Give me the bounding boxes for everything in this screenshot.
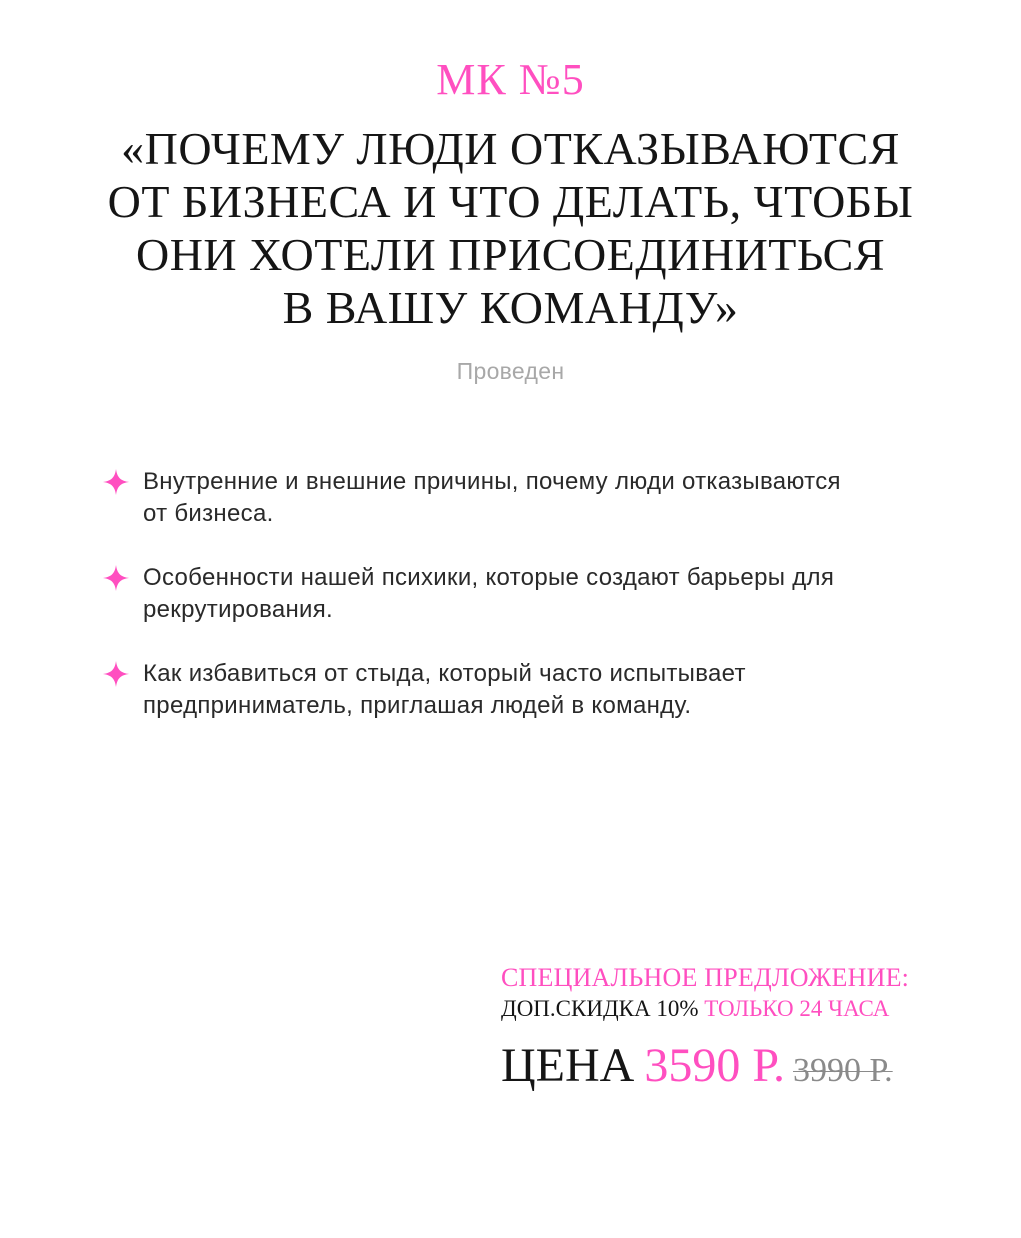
sparkle-icon (102, 660, 130, 688)
topics-list (102, 466, 862, 754)
course-number: МК №5 (436, 55, 585, 104)
course-title-line: ОНИ ХОТЕЛИ ПРИСОЕДИНИТЬСЯ (135, 229, 886, 280)
course-title-line: В ВАШУ КОМАНДУ» (282, 282, 739, 333)
offer-title: СПЕЦИАЛЬНОЕ ПРЕДЛОЖЕНИЕ: (501, 963, 910, 992)
topic-item (102, 562, 862, 626)
topic-text: Особенности нашей психики, которые создают барьеры для рекрутирования. (143, 564, 835, 623)
offer-subtitle (501, 994, 921, 1024)
offer-duration: ТОЛЬКО 24 ЧАСА (704, 996, 890, 1021)
price-label: ЦЕНА (501, 1039, 635, 1092)
status-label: Проведен (456, 358, 565, 384)
offer-discount: ДОП.СКИДКА 10% (501, 996, 699, 1021)
course-title-line: «ПОЧЕМУ ЛЮДИ ОТКАЗЫВАЮТСЯ (121, 123, 900, 174)
topic-text: Как избавиться от стыда, который часто испытывает предприниматель, приглашая людей в команду. (143, 660, 746, 719)
price-row (501, 1038, 921, 1105)
topic-text: Внутренние и внешние причины, почему люди отказываются от бизнеса. (143, 468, 841, 527)
sparkle-icon (102, 564, 130, 592)
topic-item (102, 658, 862, 722)
special-offer (501, 962, 921, 1105)
price-old: 3990 Р. (793, 1052, 893, 1089)
topic-item (102, 466, 862, 530)
course-title-line: ОТ БИЗНЕСА И ЧТО ДЕЛАТЬ, ЧТОБЫ (107, 176, 914, 227)
sparkle-icon (102, 468, 130, 496)
price-new: 3590 Р. (644, 1039, 786, 1092)
course-header (0, 52, 1021, 386)
course-title (61, 122, 961, 334)
